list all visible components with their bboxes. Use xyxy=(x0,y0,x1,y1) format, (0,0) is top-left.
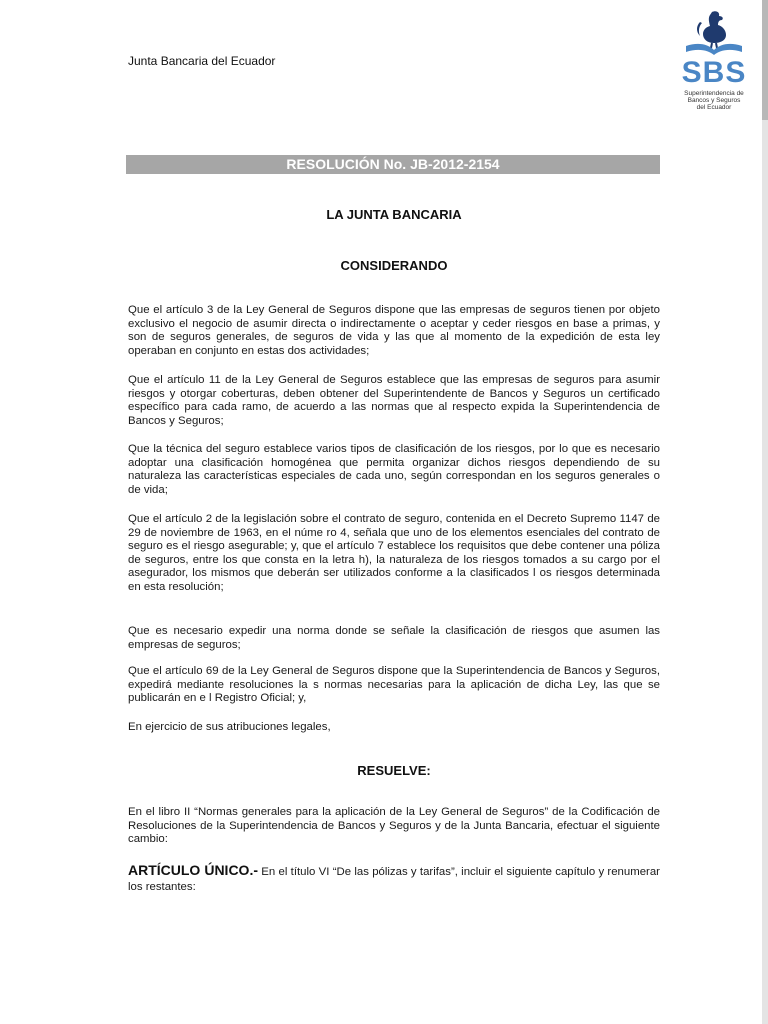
whereas-paragraph: Que el artículo 3 de la Ley General de Seguros dispone que las empresas de seguros tienen por objeto exclusivo el negocio de asumir directa o indirectamente o aceptar y ceder riesgos en base a primas, y son de seguros generales, de seguros de vida y las que al momento de la expedición de esta ley operaban en conjunto en estas dos actividades; xyxy=(128,304,660,357)
scrollbar-thumb[interactable] xyxy=(762,0,768,120)
resuelve-heading: RESUELVE: xyxy=(357,763,431,778)
scrollbar[interactable] xyxy=(762,0,768,1024)
resolution-title: RESOLUCIÓN No. JB-2012-2154 xyxy=(126,155,660,174)
sbs-logo xyxy=(672,8,756,118)
logo-caption xyxy=(672,90,756,111)
logo-abbreviation: SBS xyxy=(681,56,747,89)
considerando-heading: CONSIDERANDO xyxy=(340,258,448,273)
whereas-paragraph: Que el artículo 11 de la Ley General de Seguros establece que las empresas de seguros para asumir riesgos y otorgar coberturas, deben obtener del Superintendente de Bancos y Seguros un certificado específico para cada ramo, de acuerdo a las normas que al respecto expida la Superintendencia de Bancos y Seguros; xyxy=(128,374,660,427)
whereas-paragraph: Que el artículo 69 de la Ley General de Seguros dispone que la Superintendencia de Bancos y Seguros, expedirá mediante resoluciones la s normas necesarias para la aplicación de dicha Ley, las que se publicarán en e l Registro Oficial; y, xyxy=(128,665,660,705)
rooster-book-icon xyxy=(672,8,756,58)
whereas-paragraph: En ejercicio de sus atribuciones legales, xyxy=(128,721,331,733)
organization-name: Junta Bancaria del Ecuador xyxy=(128,54,276,68)
article-text: En el título VI “De las pólizas y tarifas”, incluir el siguiente capítulo y renumerar los restantes: xyxy=(128,866,660,893)
article-unico xyxy=(128,863,660,895)
whereas-paragraph: Que la técnica del seguro establece varios tipos de clasificación de los riesgos, por lo que es necesario adoptar una clasificación homogénea que permita organizar dichos riesgos dependiendo de su naturaleza las características especiales de cada uno, según correspondan en los seguros generales o de vida; xyxy=(128,443,660,496)
logo-caption-line: Bancos y Seguros xyxy=(687,97,741,104)
article-label: ARTÍCULO ÚNICO.- xyxy=(128,862,258,878)
logo-caption-line: del Ecuador xyxy=(696,104,732,111)
whereas-paragraph: Que el artículo 2 de la legislación sobre el contrato de seguro, contenida en el Decreto Supremo 1147 de 29 de noviembre de 1963, en el núme ro 4, señala que uno de los elementos esenciales del contrato de seguro es el riesgo asegurable; y, que el artículo 7 establece los requisitos que debe contener una póliza de seguros, entre los que consta en la letra h), la naturaleza de los riesgos tomados a su cargo por el asegurador, los mismos que deberán ser utilizados conforme a la clasificados l os riesgos determinada en esta resolución; xyxy=(128,513,660,593)
logo-caption-line: Superintendencia de xyxy=(684,90,744,97)
resolution-intro: En el libro II “Normas generales para la aplicación de la Ley General de Seguros” de la Codificación de Resoluciones de la Superintendencia de Bancos y Seguros y de la Junta Bancaria, efectuar el siguiente cambio: xyxy=(128,806,660,846)
body-heading: LA JUNTA BANCARIA xyxy=(326,207,462,222)
whereas-paragraph: Que es necesario expedir una norma donde se señale la clasificación de riesgos que asumen las empresas de seguros; xyxy=(128,625,660,651)
